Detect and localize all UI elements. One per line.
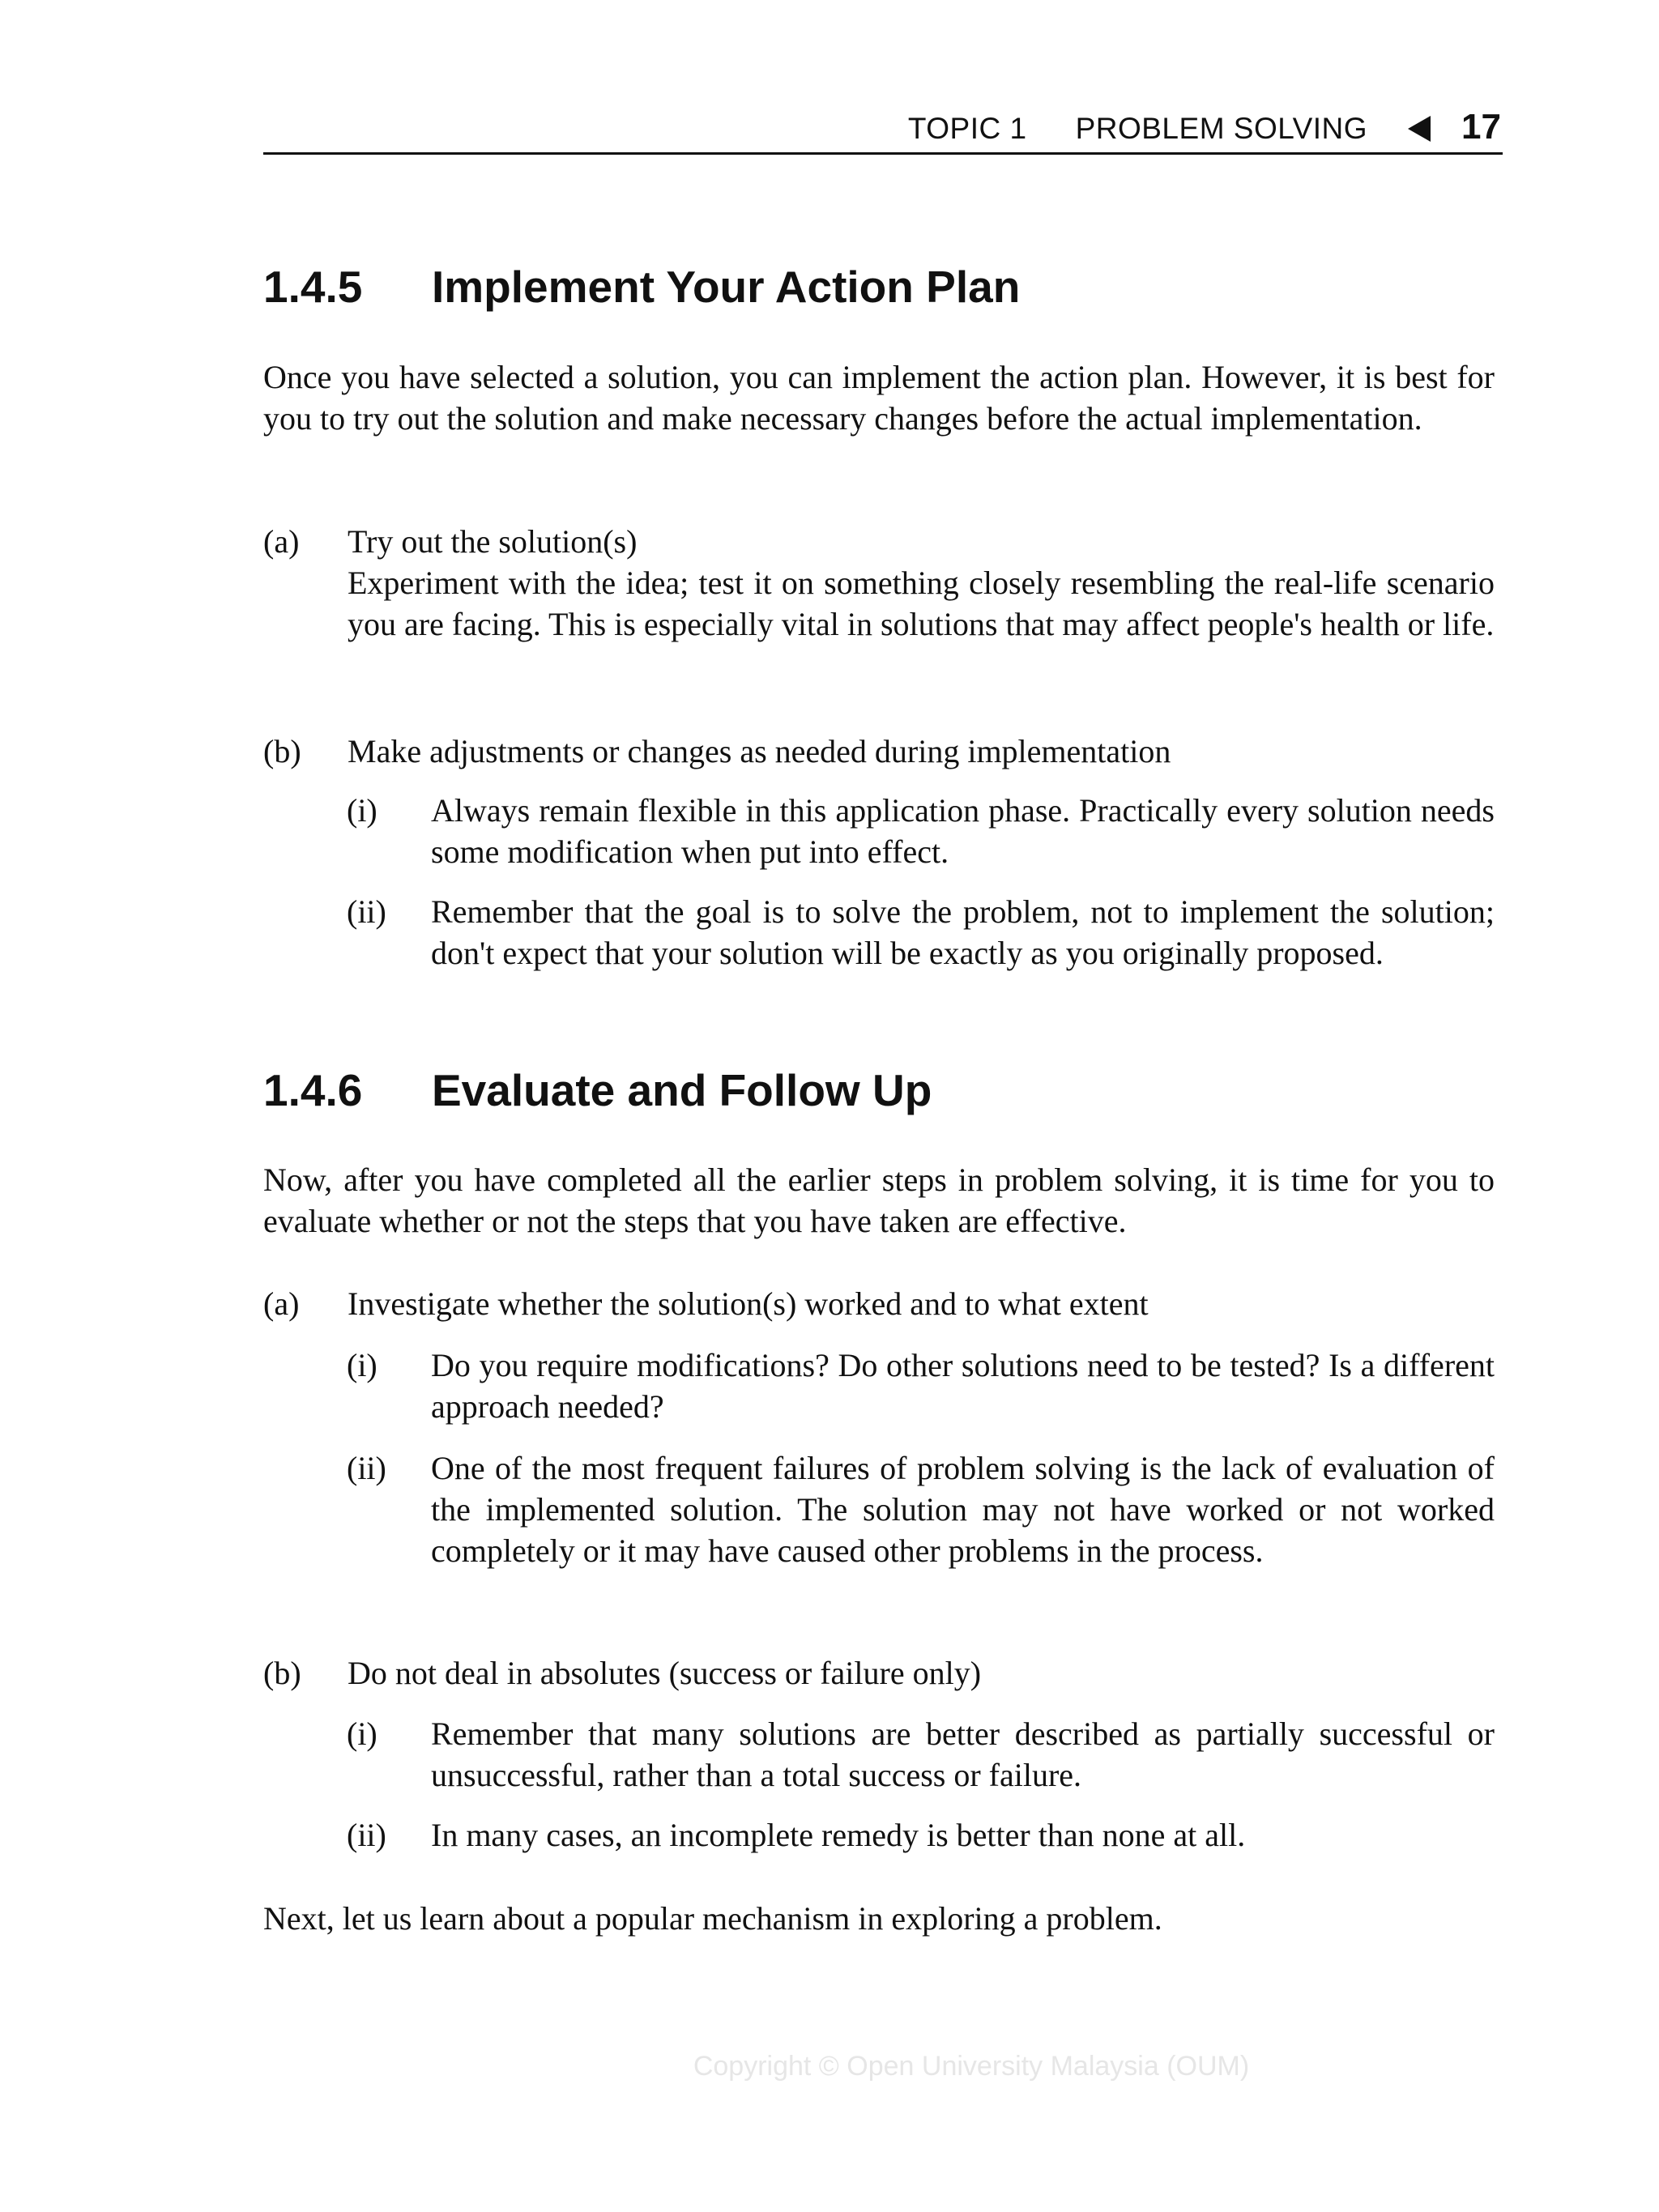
closing-paragraph: Next, let us learn about a popular mechanism in exploring a problem. (263, 1900, 1162, 1937)
header-content (908, 107, 1501, 147)
section-title: Evaluate and Follow Up (432, 1065, 932, 1115)
sub-list-item-text: Do you require modifications? Do other solutions need to be tested? Is a different approach needed? (431, 1347, 1495, 1425)
sub-list-item-i (347, 1345, 1495, 1434)
sub-list-item-i (347, 1713, 1495, 1802)
list-item-a (263, 521, 1495, 691)
left-triangle-icon (1408, 116, 1431, 142)
list-item-b (263, 1652, 1495, 1701)
section-intro-paragraph: Now, after you have completed all the earlier steps in problem solving, it is time for you to evaluate whether or not the steps that you have taken are effective. (263, 1161, 1495, 1239)
sub-list-item-ii (347, 1814, 1495, 1863)
sub-list-item-text: Always remain flexible in this application phase. Practically every solution needs some modification when put into effect. (431, 792, 1495, 870)
sub-list-marker: (i) (347, 1715, 377, 1752)
section-title: Implement Your Action Plan (432, 262, 1021, 312)
list-item-title: Do not deal in absolutes (success or failure only) (348, 1655, 982, 1691)
sub-list-marker: (ii) (347, 893, 386, 930)
page-number: 17 (1461, 107, 1501, 147)
section-number: 1.4.5 (263, 262, 363, 312)
header-title: PROBLEM SOLVING (1075, 112, 1368, 145)
header-topic: TOPIC 1 (907, 112, 1027, 145)
list-item-body: Experiment with the idea; test it on something closely resembling the real-life scenario you are facing. This is especially vital in solutions that may affect people's health or life. (348, 565, 1495, 642)
sub-list-item-text: One of the most frequent failures of problem solving is the lack of evaluation of the implemented solution. The solution may not have worked or not worked completely or it may have caused other problems in the process. (431, 1450, 1495, 1569)
sub-list-marker: (ii) (347, 1450, 386, 1486)
list-item-title: Investigate whether the solution(s) worked and to what extent (348, 1285, 1149, 1322)
section-number: 1.4.6 (263, 1065, 363, 1115)
section-heading-1-4-5 (263, 261, 1020, 313)
sub-list-marker: (i) (347, 792, 377, 829)
list-item-a (263, 1283, 1495, 1332)
sub-list-item-ii (347, 891, 1495, 1021)
section-heading-1-4-6 (263, 1064, 932, 1116)
section-intro-paragraph: Once you have selected a solution, you can implement the action plan. However, it is best for you to try out the solution and make necessary changes before the actual implementation. (263, 359, 1495, 437)
sub-list-marker: (i) (347, 1347, 377, 1383)
list-item-b (263, 731, 1495, 779)
sub-list-item-i (347, 790, 1495, 879)
list-item-title: Make adjustments or changes as needed during implementation (348, 733, 1171, 769)
sub-list-marker: (ii) (347, 1817, 386, 1853)
list-marker: (b) (263, 1655, 301, 1691)
list-marker: (a) (263, 523, 300, 560)
sub-list-item-text: Remember that the goal is to solve the problem, not to implement the solution; don't expect that your solution will be exactly as you originally proposed. (431, 893, 1495, 971)
sub-list-item-text: Remember that many solutions are better described as partially successful or unsuccessful, rather than a total success or failure. (431, 1715, 1495, 1793)
sub-list-item-text: In many cases, an incomplete remedy is better than none at all. (431, 1817, 1246, 1853)
list-item-title: Try out the solution(s) (348, 523, 638, 560)
sub-list-item-ii (347, 1447, 1495, 1617)
list-marker: (a) (263, 1285, 300, 1322)
list-marker: (b) (263, 733, 301, 769)
running-header (263, 105, 1503, 155)
copyright-watermark: Copyright © Open University Malaysia (OUM) (693, 2051, 1250, 2082)
